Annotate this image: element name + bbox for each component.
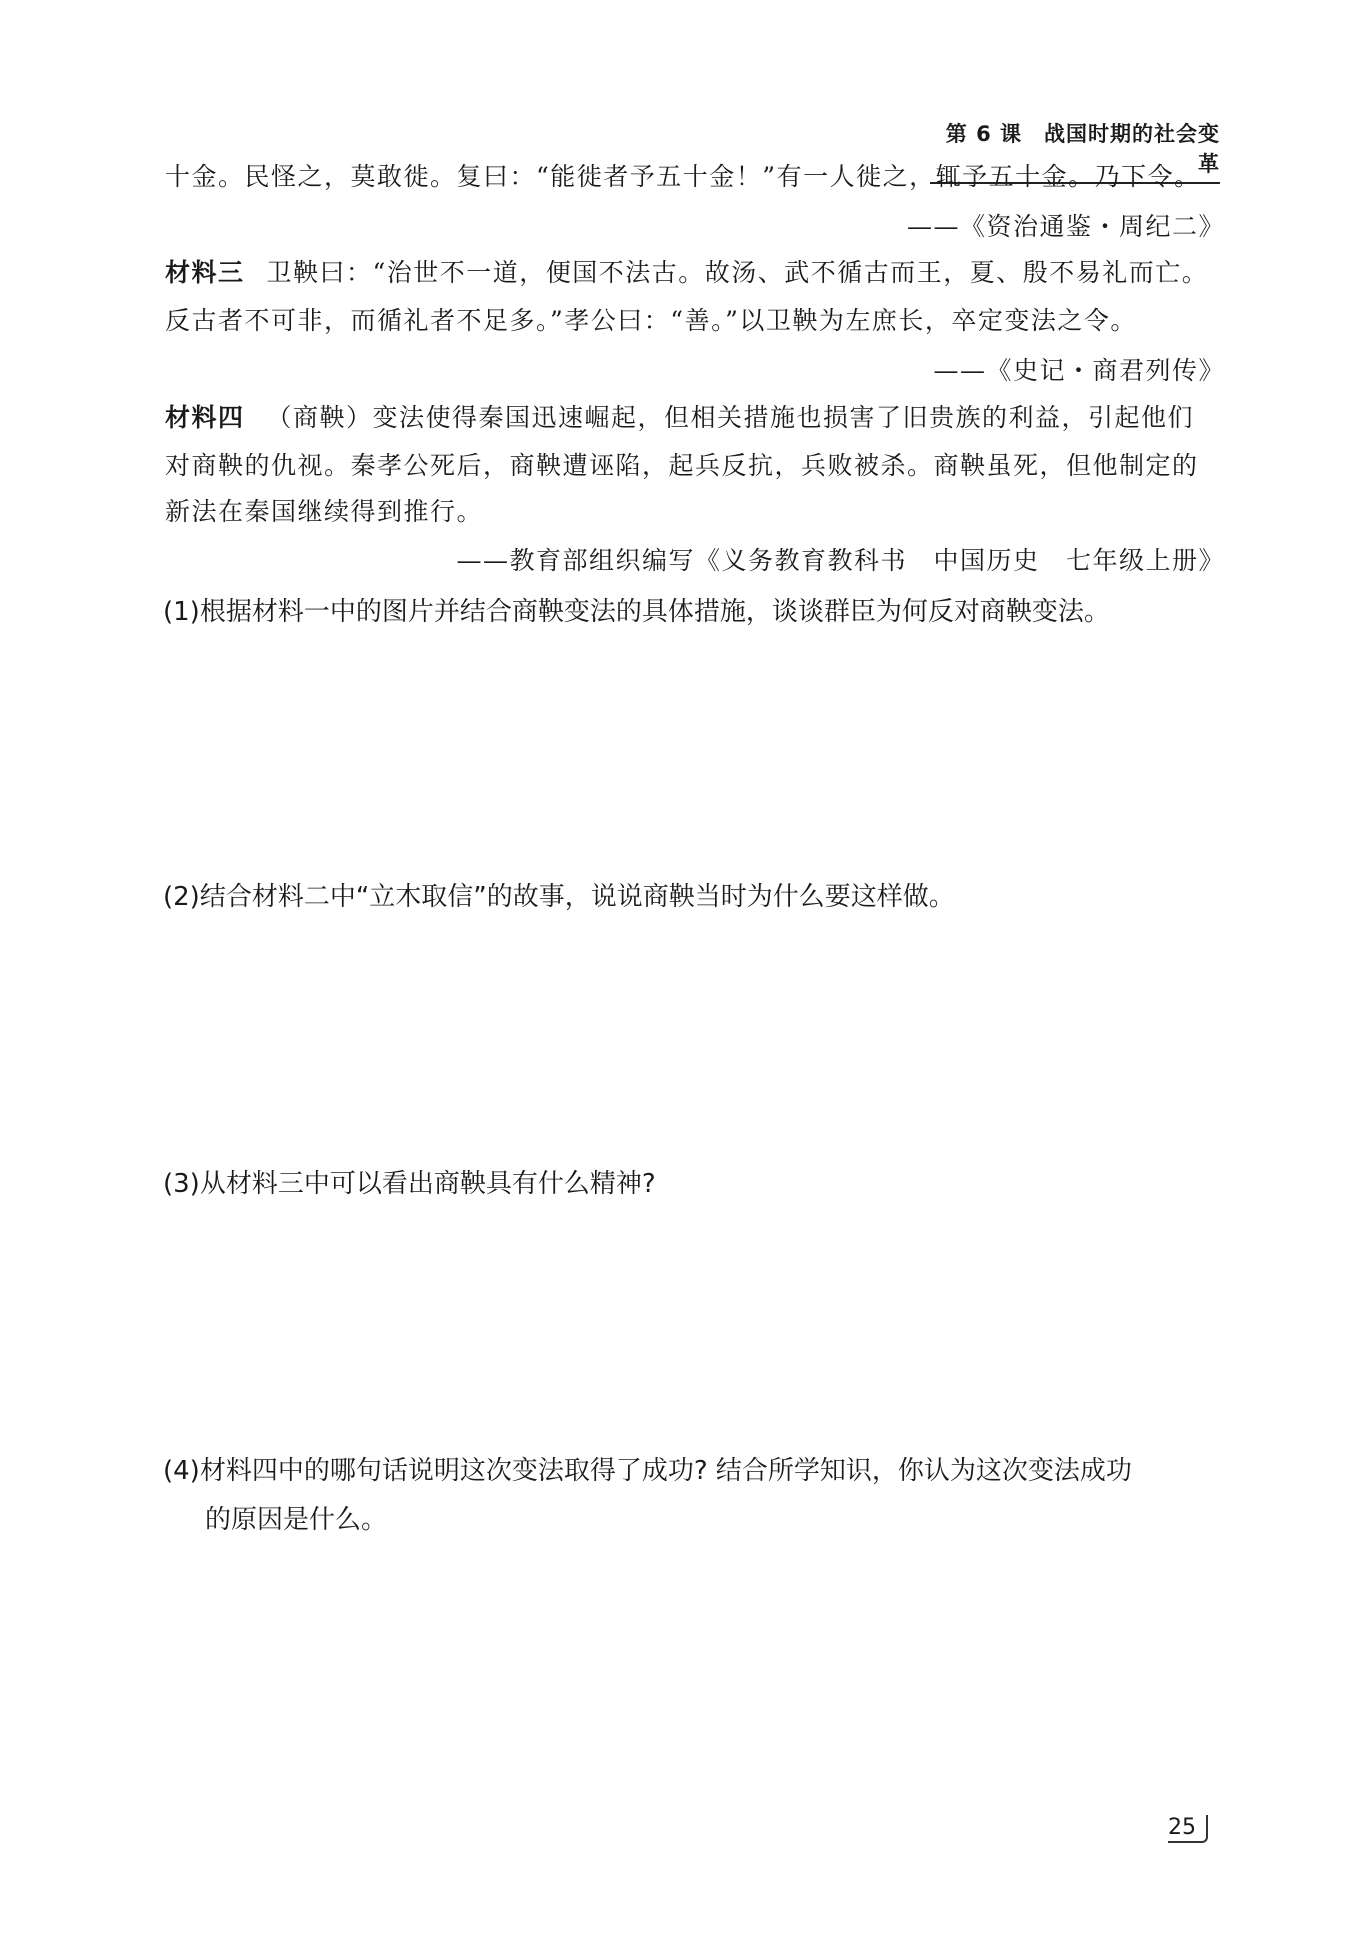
material-2-text: 十金。民怪之，莫敢徙。复曰：“能徙者予五十金！”有一人徙之，辄予五十金。乃下令。: [165, 162, 1201, 191]
question-3: (3)从材料三中可以看出商鞅具有什么精神?: [163, 1169, 656, 1199]
material-4-line-1: [165, 403, 1225, 433]
question-1: (1)根据材料一中的图片并结合商鞅变法的具体措施，谈谈群臣为何反对商鞅变法。: [163, 597, 1110, 627]
material-4-line-1-text: （商鞅）变法使得秦国迅速崛起，但相关措施也损害了旧贵族的利益，引起他们: [266, 403, 1195, 432]
material-3-line-2: 反古者不可非，而循礼者不足多。”孝公曰：“善。”以卫鞅为左庶长，卒定变法之令。: [165, 306, 1137, 335]
material-3-label: 材料三: [165, 258, 245, 287]
question-2: (2)结合材料二中“立木取信”的故事，说说商鞅当时为什么要这样做。: [163, 882, 955, 912]
material-4-source: ——教育部组织编写《义务教育教科书 中国历史 七年级上册》: [456, 546, 1225, 575]
material-3-source: ——《史记・商君列传》: [933, 356, 1225, 385]
material-4-line-3: 新法在秦国继续得到推行。: [165, 497, 484, 526]
material-3-line-1: [165, 258, 1225, 288]
page-number: 25: [1168, 1815, 1208, 1843]
lesson-header: 第 6 课 战国时期的社会变革: [930, 118, 1220, 184]
material-4-label: 材料四: [165, 403, 245, 432]
material-2-source: ——《资治通鉴・周纪二》: [906, 212, 1225, 241]
material-3-line-1-text: 卫鞅曰：“治世不一道，便国不法古。故汤、武不循古而王，夏、殷不易礼而亡。: [266, 258, 1209, 287]
material-4-line-2: 对商鞅的仇视。秦孝公死后，商鞅遭诬陷，起兵反抗，兵败被杀。商鞅虽死，但他制定的: [165, 451, 1199, 480]
question-4-line-1: (4)材料四中的哪句话说明这次变法取得了成功? 结合所学知识，你认为这次变法成功: [163, 1456, 1132, 1486]
question-4-line-2: 的原因是什么。: [205, 1505, 388, 1535]
